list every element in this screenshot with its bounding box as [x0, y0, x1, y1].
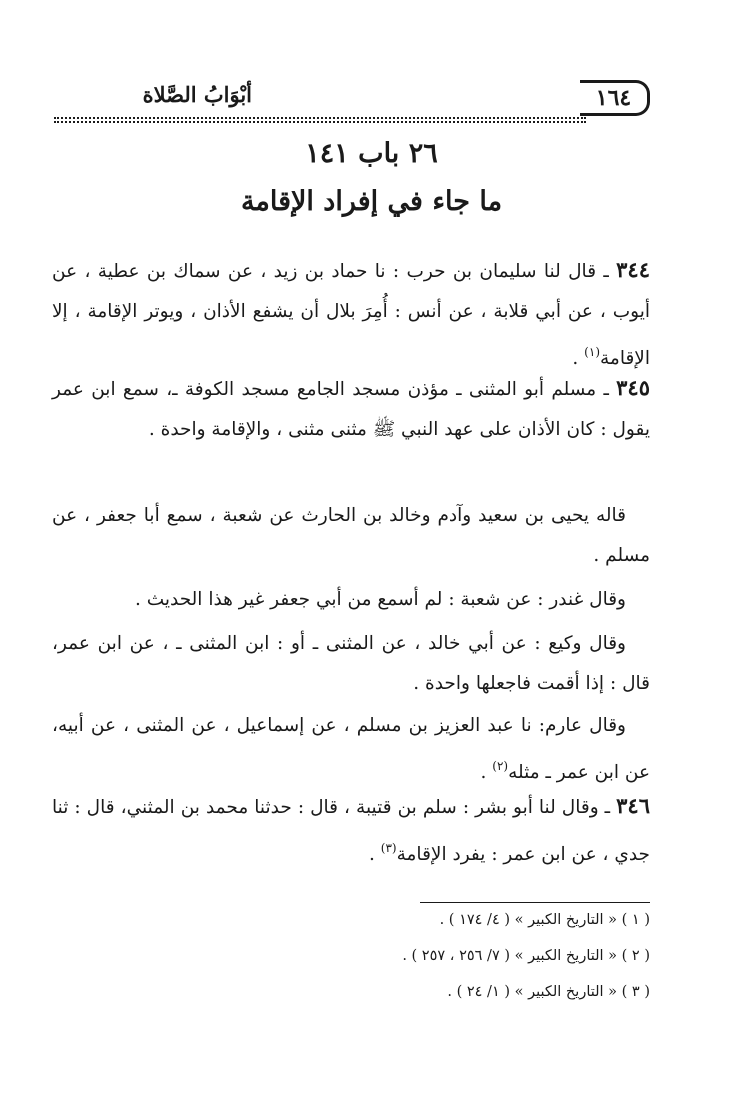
hadith-text: ـ مسلم أبو المثنى ـ مؤذن مسجد الجامع مسجد الكوفة ـ، سمع ابن عمر يقول : كان الأذان على عهد النبي ﷺ مثنى مثنى ، والإقامة واحدة . — [52, 379, 650, 440]
hadith-346 — [52, 786, 650, 875]
footnote: ( ٣ ) « التاريخ الكبير » ( ١/ ٢٤ ) . — [447, 984, 650, 1000]
footnote-divider — [420, 902, 650, 903]
hadith-tail: . — [572, 348, 585, 369]
narration-paragraph: وقال وكيع : عن أبي خالد ، عن المثنى ـ أو : ابن المثنى ـ ، عن ابن عمر، قال : إذا أقمت فاجعلها واحدة . — [52, 633, 650, 694]
footnote: ( ٢ ) « التاريخ الكبير » ( ٧/ ٢٥٦ ، ٢٥٧ ) . — [402, 948, 650, 964]
footnote-ref: (١) — [584, 345, 600, 359]
hadith-344 — [52, 250, 650, 379]
header-divider — [54, 117, 586, 119]
running-title: أبْوَابُ الصَّلاة — [142, 82, 252, 107]
footnote: ( ١ ) « التاريخ الكبير » ( ٤/ ١٧٤ ) . — [439, 912, 650, 928]
hadith-number: ٣٤٥ — [616, 375, 650, 400]
header-divider-secondary — [54, 121, 586, 123]
hadith-tail: . — [369, 844, 381, 865]
hadith-text: ـ وقال لنا أبو بشر : سلم بن قتيبة ، قال : حدثنا محمد بن المثني، قال : ثنا جدي ، عن ابن عمر : يفرد الإقامة — [52, 797, 650, 865]
hadith-number: ٣٤٦ — [616, 793, 650, 818]
footnote-ref: (٣) — [380, 841, 397, 855]
narration-tail: . — [480, 762, 493, 783]
chapter-title: ما جاء في إفراد الإقامة — [240, 186, 503, 217]
page-number: ١٦٤ — [580, 80, 650, 116]
footnote-ref: (٢) — [492, 759, 509, 773]
narration-paragraph — [52, 706, 650, 793]
chapter-number: ٢٦ باب ١٤١ — [305, 138, 438, 169]
narration-paragraph: وقال غندر : عن شعبة : لم أسمع من أبي جعفر غير هذا الحديث . — [134, 589, 626, 610]
hadith-number: ٣٤٤ — [616, 257, 650, 282]
narration-paragraph: قاله يحيى بن سعيد وآدم وخالد بن الحارث عن شعبة ، سمع أبا جعفر ، عن مسلم . — [52, 505, 650, 566]
hadith-345 — [52, 368, 650, 450]
narration-text: وقال عارم: نا عبد العزيز بن مسلم ، عن إسماعيل ، عن المثنى ، عن أبيه، عن ابن عمر ـ مثله — [52, 715, 650, 783]
hadith-text: ـ قال لنا سليمان بن حرب : نا حماد بن زيد ، عن سماك بن عطية ، عن أيوب ، عن أبي قلابة ، عن أنس : أُمِرَ بلال أن يشفع الأذان ، ويوتر الإقامة ، إلا الإقامة — [52, 261, 650, 369]
